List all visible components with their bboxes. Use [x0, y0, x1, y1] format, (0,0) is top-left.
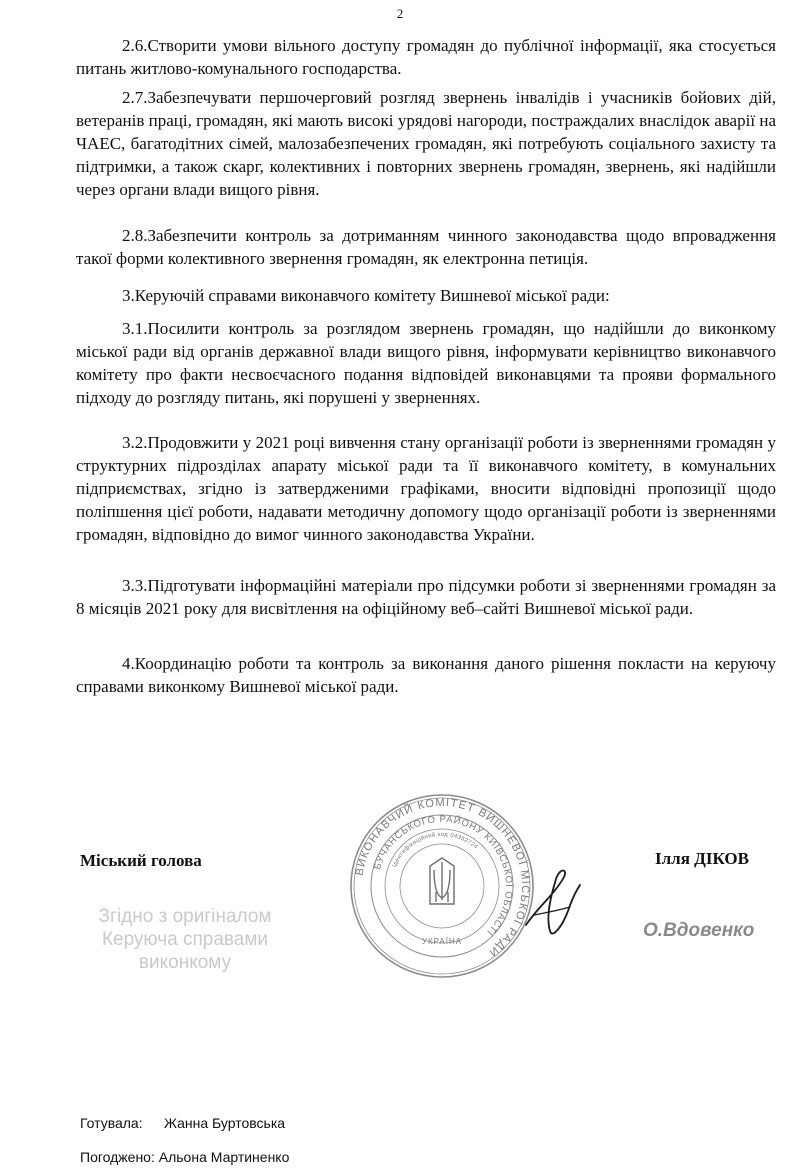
trident-emblem-icon: [430, 858, 454, 904]
seal-bottom-text: УКРАЇНА: [421, 937, 463, 946]
certified-copy-stamp: [80, 905, 290, 974]
agreed-name: Альона Мартиненко: [158, 1149, 290, 1165]
prepared-label: Готувала:: [80, 1115, 143, 1131]
official-seal: [348, 792, 536, 980]
prepared-name: Жанна Буртовська: [164, 1115, 286, 1131]
stamp-line-3: виконкому: [138, 952, 232, 973]
paragraph-3-2: 3.2.Продовжити у 2021 році вивчення стану організації роботи із зверненнями громадян у структурних підрозділах апарату міської ради та її виконавчого комітету, в комунальних підприємствах, згідно із затвердженими графіками, вносити відповідні пропозиції щодо поліпшення цієї роботи, надавати методичну допомогу щодо організації роботи із зверненнями громадян, відповідно до вимог чинного законодавства України.: [76, 433, 776, 544]
paragraph-3-3: 3.3.Підготувати інформаційні матеріали про підсумки роботи зі зверненнями громадян за 8 місяців 2021 року для висвітлення на офіційному веб–сайті Вишневої міської ради.: [76, 576, 776, 618]
signatory-position: Міський голова: [80, 851, 202, 870]
paragraph-2-8: 2.8.Забезпечити контроль за дотриманням чинного законодавства щодо впровадження такої форми колективного звернення громадян, як електронна петиція.: [76, 226, 776, 268]
seal-code-text: Ідентифікаційний код 04362724: [391, 831, 479, 869]
prepared-by: [80, 1115, 285, 1131]
stamp-line-1: Згідно з оригіналом: [98, 906, 272, 927]
agreed-label: Погоджено:: [80, 1149, 155, 1165]
seal-outer-text: ВИКОНАВЧИЙ КОМІТЕТ ВИШНЕВОЇ МІСЬКОЇ РАДИ: [353, 796, 532, 959]
page-number: 2: [396, 6, 404, 21]
certifier-name: О.Вдовенко: [643, 920, 755, 941]
agreed-by: [80, 1149, 289, 1165]
stamp-line-2: Керуюча справами: [101, 929, 269, 950]
paragraph-3: 3.Керуючій справами виконавчого комітету Вишневої міської ради:: [122, 286, 610, 305]
handwritten-signature: [516, 855, 596, 945]
signatory-name: Ілля ДІКОВ: [655, 849, 749, 868]
paragraph-2-7: 2.7.Забезпечувати першочерговий розгляд звернень інвалідів і учасників бойових дій, ветеранів праці, громадян, які мають високі урядові нагороди, постраждалих внаслідок аварії на ЧАЕС, багатодітних сімей, малозабезпечених громадян, які потребують соціального захисту та підтримки, а також скарг, колективних і повторних звернень громадян, звернень, які надійшли через органи влади вищого рівня.: [76, 88, 776, 199]
paragraph-4: 4.Координацію роботи та контроль за виконання даного рішення покласти на керуючу справами виконкому Вишневої міської ради.: [76, 654, 776, 696]
paragraph-2-6: 2.6.Створити умови вільного доступу громадян до публічної інформації, яка стосується питань житлово-комунального господарства.: [76, 36, 776, 78]
paragraph-3-1: 3.1.Посилити контроль за розглядом звернень громадян, що надійшли до виконкому міської ради від органів державної влади вищого рівня, інформувати керівництво виконавчого комітету про факти несвоєчасного подання відповідей виконавцями та прояви формального підходу до розгляду питань, які порушені у зверненнях.: [76, 319, 776, 407]
seal-inner-text: БУЧАНСЬКОГО РАЙОНУ КИЇВСЬКОЇ ОБЛАСТІ: [372, 813, 515, 938]
